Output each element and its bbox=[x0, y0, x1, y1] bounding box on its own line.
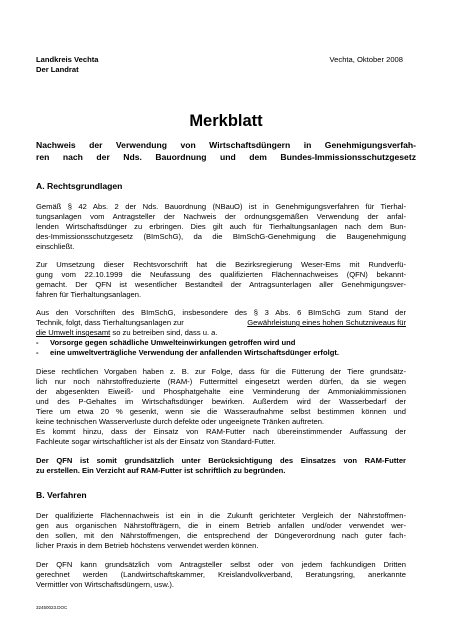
paragraph-line: einschließt. bbox=[36, 242, 75, 251]
paragraph-line bbox=[36, 328, 218, 338]
paragraph-line: Vermittler von Wirtschaftsdüngern, usw.). bbox=[36, 580, 175, 589]
paragraph-line: fahren für Tierhaltungsanlagen. bbox=[36, 290, 142, 299]
paragraph-line: Tiere um etwa 20 % gesenkt, wenn sie die Wasseraufnahme selbst bestimmen können und bbox=[36, 407, 406, 416]
bullet-item: eine umweltverträgliche Verwendung der anfallenden Wirtschaftsdünger erfolgt. bbox=[50, 348, 339, 357]
paragraph-line: tungsanlagen vom Antragsteller der Nachweis der ordnungsgemäßen Verwendung der anfal- bbox=[36, 212, 406, 221]
file-reference: 32450023.DOC bbox=[36, 605, 68, 610]
bullet-item: Vorsorge gegen schädliche Umwelteinwirkungen getroffen wird und bbox=[50, 338, 296, 347]
paragraph-line: gemacht. Der QFN ist wesentlicher Bestandteil der Antragsunterlagen aller Genehmigungsver- bbox=[36, 280, 406, 289]
page-title: Merkblatt bbox=[189, 112, 263, 130]
paragraph-line: Zur Umsetzung dieser Rechtsvorschrift hat die Bezirksregierung Weser-Ems mit Rundverfü- bbox=[36, 260, 406, 269]
emphasis-line: zu erstellen. Ein Verzicht auf RAM-Futter ist schriftlich zu begründen. bbox=[36, 466, 286, 475]
paragraph-line: lich nur noch nährstoffreduzierte (RAM-) Futtermittel eingesetzt werden dürfen, da sie wegen bbox=[36, 377, 406, 386]
paragraph-line: Fachleute sogar wirtschaftlicher ist als der Einsatz von Standard-Futter. bbox=[36, 437, 276, 446]
paragraph-line: Aus den Vorschriften des BImSchG, insbesondere des § 3 Abs. 6 BImSchG zum Stand der bbox=[36, 308, 406, 317]
emphasis-line: Der QFN ist somit grundsätzlich unter Berücksichtigung des Einsatzes von RAM-Futter bbox=[36, 456, 406, 465]
section-a-heading: A. Rechtsgrundlagen bbox=[36, 181, 123, 191]
paragraph-line: den sollen, mit den Nährstoffmengen, die entsprechend der Düngeverordnung nach guter fach- bbox=[36, 531, 406, 540]
paragraph-line: des-Immissionsschutzgesetz (BImSchG), da die BImSchG-Genehmigung die Baugenehmigung bbox=[36, 232, 406, 241]
paragraph-line: Der QFN kann grundsätzlich vom Antragsteller selbst oder von jedem fachkundigen Dritten bbox=[36, 560, 406, 569]
paragraph-line bbox=[36, 318, 406, 328]
bullet-marker: - bbox=[36, 348, 39, 357]
paragraph-line: lenden Wirtschaftsdünger zu erbringen. Dies gilt auch für Tierhaltungsanlagen nach dem Bun- bbox=[36, 222, 406, 231]
paragraph-line: gerechnet werden (Landwirtschaftskammer, Kreislandvolkverband, Beratungsring, anerkannte bbox=[36, 570, 406, 579]
paragraph-line: gung vom 22.10.1999 die Neufassung des qualifizierten Flächennachweises (QFN) bekannt- bbox=[36, 270, 406, 279]
paragraph-line: gen aus organischen Nährstoffträgern, die in einem Betrieb anfallen und/oder verwendet wer- bbox=[36, 521, 406, 530]
place-date: Vechta, Oktober 2008 bbox=[329, 55, 403, 64]
org-name: Landkreis Vechta bbox=[36, 55, 99, 64]
emphasized-text: die Umwelt insgesamt bbox=[36, 328, 111, 337]
section-b-heading: B. Verfahren bbox=[36, 490, 87, 500]
emphasized-text: Gewährleistung eines hohen Schutzniveaus für bbox=[247, 318, 406, 327]
bullet-marker: - bbox=[36, 338, 39, 347]
paragraph-line: Diese rechtlichen Vorgaben haben z. B. zur Folge, dass für die Fütterung der Tiere grundsätz- bbox=[36, 367, 406, 376]
paragraph-line: der abgesenkten Eiweiß- und Phosphatgehalte eine Verminderung der Ammoniakimmissionen bbox=[36, 387, 406, 396]
paragraph-line: und des P-Gehaltes im Wirtschaftsdünger bewirken. Außerdem wird der Wasserbedarf der bbox=[36, 397, 406, 406]
paragraph-text: so zu betreiben sind, dass u. a. bbox=[110, 328, 218, 337]
paragraph-line: licher Praxis in dem Betrieb höchstens verwendet werden können. bbox=[36, 541, 259, 550]
subtitle-line-1: Nachweis der Verwendung von Wirtschaftsdüngern in Genehmigungsverfah- bbox=[36, 140, 416, 150]
paragraph-line: Gemäß § 42 Abs. 2 der Nds. Bauordnung (NBauO) ist in Genehmigungsverfahren für Tierhal- bbox=[36, 202, 406, 211]
org-department: Der Landrat bbox=[36, 65, 79, 74]
paragraph-text: Technik, folgt, dass Tierhaltungsanlagen zur bbox=[36, 318, 186, 327]
subtitle-line-2: ren nach der Nds. Bauordnung und dem Bundes-Immissionsschutzgesetz bbox=[36, 152, 416, 162]
paragraph-line: keine technischen Wasserverluste durch defekte oder ungeeignete Tränken auftreten. bbox=[36, 417, 325, 426]
paragraph-line: Der qualifizierte Flächennachweis ist ein in die Zukunft gerichteter Vergleich der Nährstoffmen- bbox=[36, 511, 406, 520]
paragraph-line: Es kommt hinzu, dass der Einsatz von RAM-Futter nach übereinstimmender Auffassung der bbox=[36, 427, 406, 436]
